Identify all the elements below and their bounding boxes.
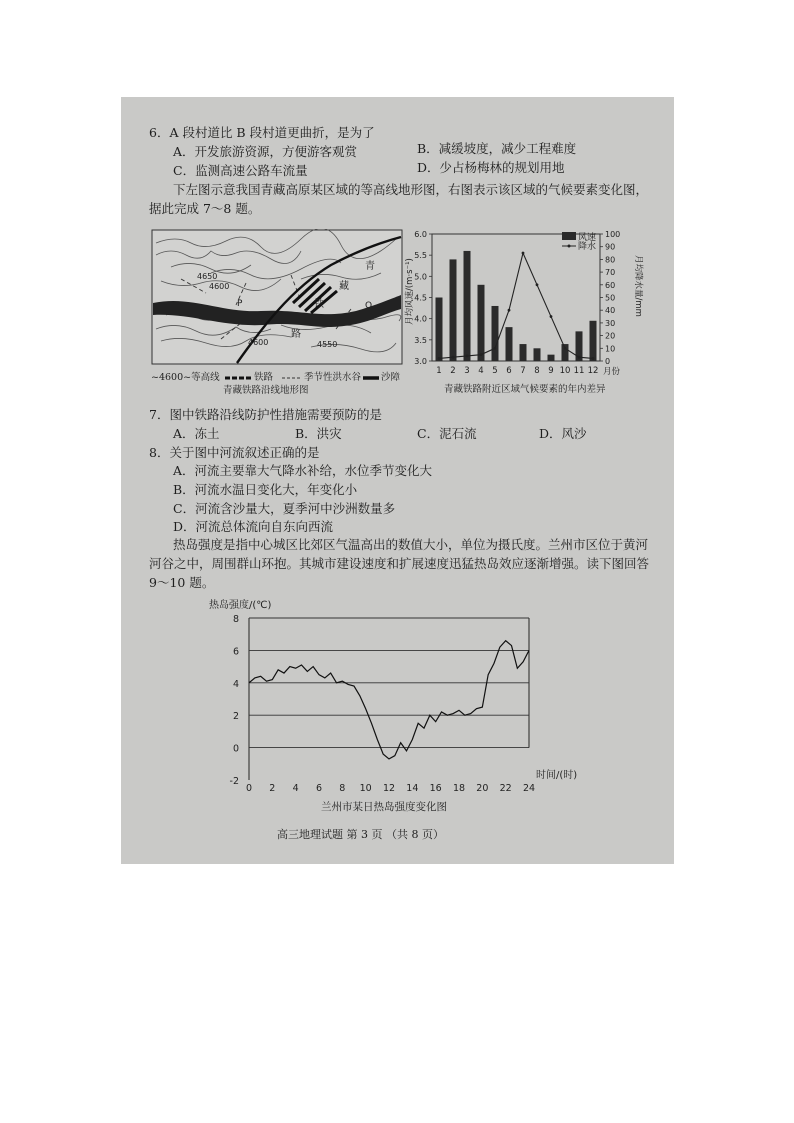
legend-flood-valley-icon	[282, 373, 304, 383]
precip-point	[494, 347, 497, 350]
heat-island-chart	[201, 594, 606, 824]
left-tick-label: 5.5	[414, 251, 427, 261]
heat-y-label: 热岛强度/(℃)	[209, 600, 272, 611]
precipitation-line	[439, 253, 593, 358]
contour-label-4650: 4650	[197, 272, 218, 281]
heat-x-tick-label: 8	[339, 783, 346, 794]
q7-option-a: A．冻土	[173, 426, 220, 441]
legend-wind-swatch	[562, 232, 576, 240]
legend-wind-label: 风速	[578, 233, 597, 243]
y-label-precip: 月均降水量/mm	[633, 255, 643, 317]
rail-char-1: 青	[365, 261, 375, 272]
intro-9-10-line2: 河谷之中，周围群山环抱。其城市建设速度和扩展速度迅猛热岛效应逐渐增强。读下图回答	[149, 556, 650, 571]
left-tick-label: 4.0	[414, 314, 427, 324]
q6-option-c: C．监测高速公路车流量	[173, 163, 308, 178]
q8-option-d: D．河流总体流向自东向西流	[173, 519, 334, 534]
month-tick-label: 8	[534, 366, 540, 376]
heat-intensity-line	[249, 641, 529, 759]
point-q: Q	[365, 301, 373, 311]
precip-point	[564, 347, 567, 350]
month-tick-label: 6	[506, 366, 512, 376]
right-tick-label: 100	[605, 230, 621, 239]
month-tick-label: 3	[464, 366, 470, 376]
q7-option-c: C．泥石流	[417, 426, 477, 441]
heat-chart-title: 兰州市某日热岛强度变化图	[321, 801, 447, 813]
wind-bar	[562, 344, 569, 361]
wind-bar	[548, 355, 555, 361]
precip-point	[438, 357, 441, 360]
right-tick-label: 0	[605, 357, 611, 366]
intro-7-8-line2: 据此完成 7～8 题。	[149, 201, 261, 216]
right-tick-label: 50	[605, 293, 616, 303]
heat-x-tick-label: 16	[429, 783, 442, 794]
left-tick-label: 5.0	[414, 272, 427, 282]
heat-y-tick-label: 8	[232, 614, 239, 625]
heat-x-tick-label: 18	[452, 783, 466, 794]
heat-x-tick-label: 0	[245, 783, 253, 794]
precip-point	[508, 309, 511, 312]
intro-9-10-line3: 9～10 题。	[149, 575, 215, 590]
heat-x-tick-label: 4	[292, 783, 299, 794]
legend-contour: ~4600~等高线	[151, 372, 220, 383]
q6-option-a: A．开发旅游资源，方便游客观赏	[173, 144, 358, 159]
q6-option-d: D．少占杨梅林的规划用地	[417, 160, 565, 175]
q6-option-b: B．减缓坡度，减少工程难度	[417, 141, 577, 156]
q7-stem: 7．图中铁路沿线防护性措施需要预防的是	[149, 407, 382, 422]
legend-sand-barrier-icon	[363, 373, 381, 383]
month-tick-label: 7	[520, 366, 526, 376]
q7-option-b: B．洪灾	[295, 426, 342, 441]
q8-stem: 8．关于图中河流叙述正确的是	[149, 445, 320, 460]
right-tick-label: 20	[605, 331, 616, 341]
precip-point	[550, 315, 553, 318]
month-tick-label: 11	[573, 366, 585, 376]
wind-bar	[590, 321, 597, 361]
heat-y-tick-label: 0	[232, 743, 239, 755]
legend-flood-valley: 季节性洪水谷	[304, 372, 362, 383]
right-tick-label: 70	[605, 268, 616, 278]
left-tick-label: 4.5	[414, 293, 427, 303]
left-tick-label: 6.0	[414, 230, 427, 239]
month-tick-label: 1	[436, 366, 442, 376]
heat-x-tick-label: 2	[269, 783, 276, 794]
month-tick-label: 10	[559, 366, 571, 376]
heat-x-tick-label: 20	[476, 783, 489, 794]
month-tick-label: 4	[478, 366, 484, 376]
right-tick-label: 90	[605, 242, 616, 252]
heat-y-tick-label: 4	[232, 678, 239, 690]
legend-sand-barrier: 沙障	[381, 372, 401, 383]
heat-y-tick-label: -2	[229, 776, 239, 787]
heat-grid	[249, 618, 529, 780]
month-tick-label: 2	[450, 366, 456, 376]
wind-bar	[506, 327, 513, 361]
wind-speed-bars	[436, 251, 597, 361]
q7-option-d: D．风沙	[539, 426, 587, 441]
precip-point	[592, 357, 595, 360]
right-tick-label: 80	[605, 255, 616, 265]
intro-9-10-line1: 热岛强度是指中心城区比郊区气温高出的数值大小，单位为摄氏度。兰州市区位于黄河	[173, 537, 649, 552]
heat-x-label: 时间/(时)	[536, 770, 578, 781]
contour-map	[151, 229, 406, 374]
heat-x-tick-label: 6	[315, 783, 323, 794]
q8-option-a: A．河流主要靠大气降水补给，水位季节变化大	[173, 463, 433, 478]
map-caption: 青藏铁路沿线地形图	[223, 385, 309, 396]
point-p: P	[237, 299, 243, 309]
right-tick-label: 40	[605, 306, 616, 316]
rail-char-3: 铁	[314, 299, 324, 310]
wind-bar	[534, 348, 541, 361]
legend-railway: 铁路	[254, 372, 274, 383]
wind-bar	[464, 251, 471, 361]
climate-caption: 青藏铁路附近区域气候要素的年内差异	[444, 384, 606, 395]
page-footer: 高三地理试题 第 3 页 （共 8 页）	[277, 828, 444, 841]
precip-point	[466, 355, 469, 358]
wind-bar	[450, 259, 457, 361]
heat-x-tick-label: 22	[499, 783, 512, 794]
climate-legend	[562, 231, 596, 252]
precip-point	[578, 356, 581, 359]
left-tick-label: 3.5	[414, 335, 427, 345]
contour-label-4600-a: 4600	[209, 282, 230, 291]
precip-point	[452, 356, 455, 359]
intro-7-8-line1: 下左图示意我国青藏高原某区域的等高线地形图，右图表示该区域的气候要素变化图，	[173, 182, 649, 197]
heat-x-tick-label: 14	[406, 783, 419, 794]
wind-bar	[478, 285, 485, 361]
legend-railway-icon	[225, 373, 253, 383]
rail-char-2: 藏	[339, 281, 349, 292]
q6-stem: 6．A 段村道比 B 段村道更曲折，是为了	[149, 125, 375, 140]
contour-label-4600-b: 4600	[248, 338, 269, 347]
contour-label-4550: 4550	[317, 340, 338, 349]
right-tick-label: 30	[605, 318, 616, 328]
heat-y-tick-label: 6	[232, 646, 239, 658]
exam-page-photo	[121, 97, 674, 864]
rail-char-4: 路	[291, 329, 301, 340]
climate-chart	[404, 225, 644, 395]
heat-x-tick-label: 10	[359, 783, 372, 794]
right-tick-label: 60	[605, 280, 616, 290]
precip-point	[522, 252, 525, 255]
precip-point	[480, 353, 483, 356]
month-tick-label: 5	[492, 366, 498, 376]
wind-bar	[492, 306, 499, 361]
month-tick-label: 9	[548, 366, 554, 376]
heat-x-tick-label: 12	[382, 783, 396, 794]
x-unit-label: 月份	[603, 367, 621, 377]
q8-option-c: C．河流含沙量大，夏季河中沙洲数量多	[173, 501, 396, 516]
heat-x-tick-label: 24	[522, 783, 536, 794]
wind-bar	[436, 298, 443, 362]
heat-y-tick-label: 2	[232, 711, 239, 723]
right-tick-label: 10	[605, 344, 616, 354]
q8-option-b: B．河流水温日变化大，年变化小	[173, 482, 358, 497]
climate-plot-frame	[432, 234, 600, 361]
wind-bar	[520, 344, 527, 361]
month-tick-label: 12	[587, 366, 599, 376]
y-label-wind: 月均风速/(m·s⁻¹)	[405, 258, 415, 325]
left-tick-label: 3.0	[414, 357, 427, 366]
legend-precip-label: 降水	[578, 242, 597, 252]
precip-point	[536, 283, 539, 286]
